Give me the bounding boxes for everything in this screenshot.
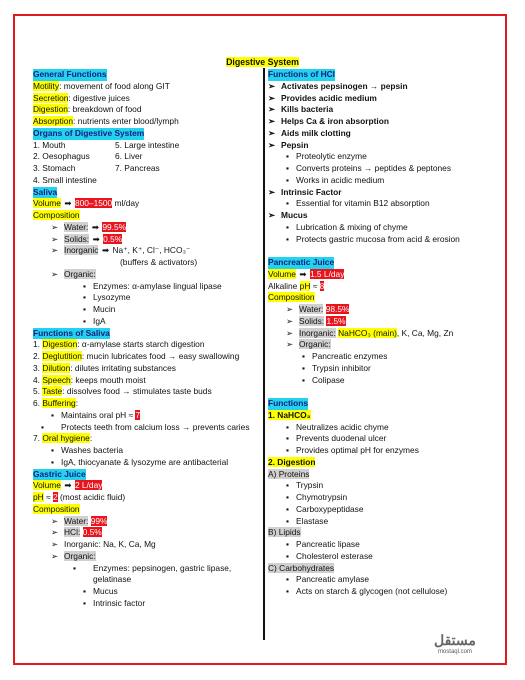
list-item: ▪ Essential for vitamin B12 absorption (286, 198, 430, 209)
digestion-heading: 2. Digestion (268, 456, 316, 467)
arrow-bullet-icon: ➢ (51, 527, 59, 538)
list-item: ➢ Water: ➡ 99.5% (51, 221, 127, 232)
square-bullet-icon: ▪ (83, 315, 86, 326)
list-item: ➢ HCl: 0.5% (51, 527, 102, 538)
list-item: ▪ Maintains oral pH ≈ 7 (51, 409, 141, 420)
list-item: ▪ Neutralizes acidic chyme (286, 421, 389, 432)
list-item: ➢ Organic: (286, 339, 331, 350)
square-bullet-icon: ▪ (41, 421, 44, 432)
arrow-bullet-icon: ➢ (286, 339, 294, 350)
list-item: 6. Liver (115, 151, 143, 162)
square-bullet-icon: ▪ (286, 586, 289, 596)
square-bullet-icon: ▪ (286, 433, 289, 444)
list-item: ▪ Intrinsic factor (83, 597, 146, 608)
pancreatic-volume: Volume ➡ 1.5 L/day (268, 268, 345, 279)
nahco3-heading: 1. NaHCO₃ (268, 409, 311, 420)
list-item: 4. Small intestine (33, 174, 97, 185)
organs-list (33, 140, 261, 187)
list-item: ▪ Protects gastric mucosa from acid & erosion (286, 233, 460, 244)
list-item: ➢ Organic: (51, 268, 96, 279)
square-bullet-icon: ▪ (302, 362, 305, 373)
list-item: ▪ Proteolytic enzyme (286, 151, 367, 162)
list-item: ▪ Protects teeth from calcium loss → prevents caries (41, 421, 250, 432)
list-item: 3. Stomach (33, 163, 76, 173)
square-bullet-icon: ▪ (286, 574, 289, 585)
arrow-bullet-icon: ➢ (51, 550, 59, 561)
list-item: ➢ Helps Ca & iron absorption (268, 116, 389, 126)
general-functions-list (33, 81, 261, 128)
list-item: ▪ Converts proteins → peptides & peptones (286, 163, 452, 173)
list-item: ➢ Water: 98.5% (286, 304, 350, 314)
lipids-label: B) Lipids (268, 527, 301, 538)
list-item: ▪ Acts on starch & glycogen (not cellulose) (286, 586, 448, 596)
arrow-bullet-icon: ➢ (268, 80, 276, 91)
list-item: ➢ Provides acidic medium (268, 92, 377, 103)
list-item: 5. Taste: dissolves food → stimulates taste buds (33, 386, 212, 397)
square-bullet-icon: ▪ (51, 445, 54, 455)
square-bullet-icon: ▪ (286, 515, 289, 526)
functions-heading: Functions (268, 398, 309, 408)
arrow-bullet-icon: ➢ (268, 116, 276, 126)
list-item: Secretion: digestive juices (33, 92, 130, 103)
saliva-composition-label: Composition (33, 210, 80, 220)
gastric-composition-label: Composition (33, 503, 80, 514)
list-item: ▪ Provides optimal pH for enzymes (286, 445, 419, 455)
page-title: Digestive System (226, 57, 299, 67)
list-item: 2. Deglutition: mucin lubricates food → easy swallowing (33, 351, 240, 361)
list-item: ➢ Water: 99% (51, 515, 108, 526)
list-item: 7. Oral hygiene: (33, 433, 93, 444)
square-bullet-icon: ▪ (73, 562, 76, 573)
pancreatic-composition-label: Composition (268, 292, 315, 303)
column-divider (263, 68, 265, 640)
saliva-heading: Saliva (33, 186, 58, 197)
functions-saliva-heading: Functions of Saliva (33, 327, 110, 338)
square-bullet-icon: ▪ (286, 151, 289, 162)
arrow-right-icon: ➡ (64, 480, 72, 491)
list-item: ➢ Inorganic: NaHCO₃ (main), K, Ca, Mg, Zn (286, 327, 454, 338)
list-item: Digestion: breakdown of food (33, 104, 142, 115)
list-item: ▪ Pancreatic enzymes (302, 351, 388, 361)
list-item: ▪ Washes bacteria (51, 445, 124, 455)
list-item: 1. Mouth (33, 139, 66, 150)
organs-heading: Organs of Digestive System (33, 127, 145, 138)
square-bullet-icon: ▪ (83, 597, 86, 608)
right-column (268, 69, 500, 598)
arrow-bullet-icon: ➢ (51, 233, 59, 244)
list-item: ➢ Solids: 1.5% (286, 315, 346, 326)
carbs-label: C) Carbohydrates (268, 562, 335, 573)
arrow-bullet-icon: ➢ (51, 515, 59, 526)
list-item: 2. Oesophagus (33, 151, 90, 162)
list-item: 4. Speech: keeps mouth moist (33, 374, 146, 385)
arrow-bullet-icon: ➢ (286, 304, 294, 314)
arrow-bullet-icon: ➢ (51, 221, 59, 232)
arrow-bullet-icon: ➢ (286, 327, 294, 338)
square-bullet-icon: ▪ (286, 163, 289, 173)
list-item: ➢ Aids milk clotting (268, 127, 351, 138)
arrow-right-icon: ➡ (299, 268, 307, 279)
gastric-volume: Volume ➡ 2 L/day (33, 480, 103, 491)
list-item: ▪ Elastase (286, 515, 329, 526)
square-bullet-icon: ▪ (286, 445, 289, 455)
hcl-heading: Functions of HCl (268, 69, 335, 79)
arrow-right-icon: ➡ (101, 245, 109, 256)
arrow-bullet-icon: ➢ (268, 92, 276, 103)
inorganic-note: (buffers & activators) (120, 257, 198, 267)
list-item: ➢ Solids: ➡ 0.5% (51, 233, 123, 244)
list-item: 7. Pancreas (115, 163, 160, 173)
square-bullet-icon: ▪ (286, 174, 289, 185)
square-bullet-icon: ▪ (286, 492, 289, 502)
list-item: ➢ Mucus (268, 210, 308, 220)
square-bullet-icon: ▪ (302, 374, 305, 385)
gastric-ph: pH ≈ 2 (most acidic fluid) (33, 492, 126, 502)
arrow-bullet-icon: ➢ (268, 127, 276, 138)
arrow-bullet-icon: ➢ (268, 104, 276, 115)
square-bullet-icon: ▪ (83, 292, 86, 303)
arrow-bullet-icon: ➢ (51, 268, 59, 279)
list-item: ▪ Mucin (83, 304, 116, 314)
arrow-bullet-icon: ➢ (51, 539, 59, 549)
arrow-right-icon: ➡ (91, 221, 99, 232)
general-functions-heading: General Functions (33, 69, 107, 79)
arrow-bullet-icon: ➢ (268, 210, 276, 220)
arrow-bullet-icon: ➢ (268, 186, 276, 197)
list-item: ▪ Enzymes: pepsinogen, gastric lipase, gelatinase (73, 562, 232, 585)
list-item: ▪ Pancreatic amylase (286, 574, 370, 585)
list-item: ▪ Chymotrypsin (286, 492, 348, 502)
list-item: ➢ Intrinsic Factor (268, 186, 342, 197)
arrow-right-icon: ➡ (64, 198, 72, 209)
pancreatic-heading: Pancreatic Juice (268, 257, 335, 267)
square-bullet-icon: ▪ (286, 503, 289, 514)
list-item: ▪ Mucus (83, 586, 118, 596)
list-item: ▪ Works in acidic medium (286, 174, 385, 185)
list-item: Motility: movement of food along GIT (33, 80, 170, 91)
list-item: ▪ IgA, thiocyanate & lysozyme are antibacterial (51, 456, 229, 467)
list-item: ➢ Pepsin (268, 139, 309, 150)
arrow-bullet-icon: ➢ (286, 315, 294, 326)
gastric-heading: Gastric Juice (33, 468, 86, 479)
list-item: ➢ Organic: (51, 550, 96, 561)
list-item: ▪ Prevents duodenal ulcer (286, 433, 387, 444)
square-bullet-icon: ▪ (51, 456, 54, 467)
square-bullet-icon: ▪ (286, 480, 289, 491)
list-item: 5. Large intestine (115, 139, 180, 150)
list-item: ➢ Activates pepsinogen → pepsin (268, 80, 408, 91)
list-item: ▪ IgA (83, 315, 106, 326)
list-item: Absorption: nutrients enter blood/lymph (33, 116, 179, 126)
arrow-bullet-icon: ➢ (268, 139, 276, 150)
square-bullet-icon: ▪ (83, 280, 86, 291)
arrow-right-icon: ➡ (92, 233, 100, 244)
watermark-logo: مستقل mostaql.com (434, 632, 476, 655)
list-item: 3. Dilution: dilutes irritating substances (33, 362, 176, 373)
list-item: ▪ Trypsin inhibitor (302, 362, 371, 373)
list-item: ▪ Lubrication & mixing of chyme (286, 221, 408, 232)
list-item: ▪ Enzymes: α-amylase lingual lipase (83, 280, 222, 291)
square-bullet-icon: ▪ (286, 233, 289, 244)
list-item: ▪ Pancreatic lipase (286, 539, 360, 549)
list-item: ▪ Carboxypeptidase (286, 503, 364, 514)
square-bullet-icon: ▪ (286, 539, 289, 549)
list-item: ➢ Inorganic: Na, K, Ca, Mg (51, 539, 156, 549)
square-bullet-icon: ▪ (51, 409, 54, 420)
pancreatic-ph: Alkaline pH ≈ 8 (268, 280, 325, 291)
square-bullet-icon: ▪ (286, 550, 289, 561)
list-item: 1. Digestion: α-amylase starts starch digestion (33, 339, 205, 350)
saliva-volume: Volume ➡ 800–1500 ml/day (33, 198, 140, 209)
list-item: 6. Buffering: (33, 398, 79, 408)
square-bullet-icon: ▪ (286, 198, 289, 209)
square-bullet-icon: ▪ (286, 421, 289, 432)
list-item: ▪ Cholesterol esterase (286, 550, 373, 561)
list-item: ▪ Trypsin (286, 480, 324, 491)
proteins-label: A) Proteins (268, 468, 310, 479)
square-bullet-icon: ▪ (302, 351, 305, 361)
list-item: ▪ Lysozyme (83, 292, 131, 303)
list-item: ➢ Inorganic ➡ Na⁺, K⁺, Cl⁻, HCO₃⁻ (51, 245, 191, 256)
left-column (33, 69, 261, 610)
square-bullet-icon: ▪ (83, 304, 86, 314)
square-bullet-icon: ▪ (286, 221, 289, 232)
list-item: ▪ Colipase (302, 374, 345, 385)
arrow-bullet-icon: ➢ (51, 245, 59, 256)
list-item: ➢ Kills bacteria (268, 104, 334, 115)
square-bullet-icon: ▪ (83, 586, 86, 596)
